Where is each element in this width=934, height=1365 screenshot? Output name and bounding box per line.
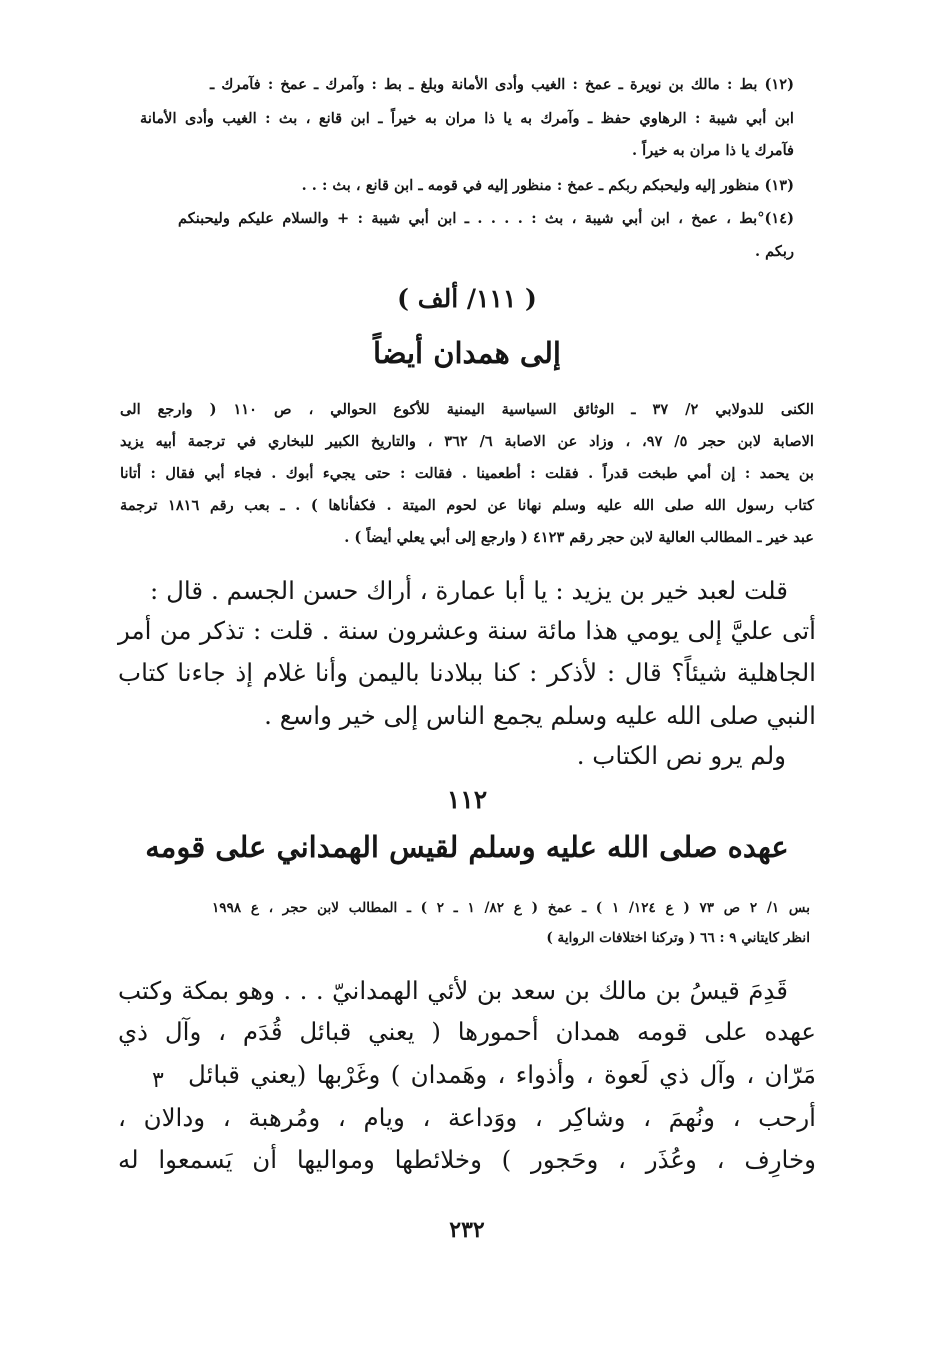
footnote-line: (١٢) بط : مالك بن نويرة ـ عمخ : الغيب وأدى الأمانة وبلغ ـ بط : وآمرك ـ عمخ : فآمرك ـ	[210, 76, 794, 93]
footnote-line: (١٣) منظور إليه وليحبكم ربكم ـ عمخ : منظور إليه في قومه ـ ابن قانع ، بث : . .	[301, 177, 794, 194]
source-line: انظر كايتاني ٩ : ٦٦ ( وتركنا اختلافات الرواية )	[546, 930, 810, 946]
footnote-line: (١٤)°بط ، عمخ ، ابن أبي شيبة ، بث : . . . . ـ ابن أبي شيبة : + والسلام عليكم وليحبنكم	[178, 210, 794, 227]
source-line: بن يحمد : إن أمي طبخت قدراً . فقلت : أطعمينا . فقالت : حتى يجيء أبوك . فجاء أبي فقال : أتانا	[120, 465, 814, 482]
body-line: الجاهلية شيئاً؟ قال : لأذكر : كنا ببلادنا باليمن وأنا غلام إذ جاءنا كتاب	[118, 658, 816, 687]
body-line: قَدِمَ قيسُ بن مالك بن سعد بن لأئي الهمدانيّ . . . وهو بمكة وكتب	[118, 976, 788, 1005]
document-number: ١١٢	[446, 785, 488, 814]
body-line: مَرّان ، وآل ذي لَعوة ، وأذواء ، وهَمدان ) وغَرْبها (يعني قبائل	[188, 1060, 816, 1089]
document-number: ( ١١١/ ألف )	[397, 284, 537, 313]
source-line: عبد خير ـ المطالب العالية لابن حجر رقم ٤١٢٣ ( وارجع إلى أبي يعلي أيضاً ) .	[344, 529, 814, 546]
source-line: الكنى للدولابي ٢/ ٣٧ ـ الوثائق السياسية اليمنية للأكوع الحوالي ، ص ١١٠ ( وارجع الى	[120, 401, 814, 418]
source-line: الاصابة لابن حجر ٥/ ٩٧، ، وزاد عن الاصابة ٦/ ٣٦٢ ، والتاريخ الكبير للبخاري في ترجمة أبيه يزيد	[120, 433, 814, 450]
body-line: أتى عليَّ إلى يومي هذا مائة سنة وعشرون سنة . قلت : تذكر من أمر	[118, 616, 816, 645]
document-title: إلى همدان أيضاً	[372, 336, 561, 370]
footnote-line: فآمرك يا ذا مران به خيراً .	[631, 142, 794, 159]
document-title: عهده صلى الله عليه وسلم لقيس الهمداني على قومه	[145, 830, 789, 864]
margin-line-number: ٣	[152, 1068, 164, 1093]
body-line: ولم يرو نص الكتاب .	[576, 741, 786, 770]
source-line: بس ١/ ٢ ص ٧٣ ( ع ١٢٤/ ١ ) ـ عمخ ( ع ٨٢/ ١ ـ ٢ ) ـ المطالب لابن حجر ، ع ١٩٩٨	[212, 900, 810, 916]
footnote-line: ابن أبي شيبة : الرهاوي حفظ ـ وآمرك به يا ذا مران به خيراً ـ ابن قانع ، بث : الغيب وأدى الأمانة	[140, 110, 794, 127]
footnote-line: ربكم .	[754, 243, 794, 260]
source-line: كتاب رسول الله صلى الله عليه وسلم نهانا عن لحوم الميتة . فكفأناها ) . ـ بعب رقم ١٨١٦ ترجمة	[120, 497, 814, 514]
body-line: وخارِف ، وعُذَر ، وحَجور ) وخلائطها ومواليها أن يَسمعوا له	[118, 1145, 816, 1174]
body-line: عهده على قومه همدان أحمورها ( يعني قبائل قُدَم ، وآل ذي	[118, 1017, 816, 1046]
page-number: ٢٣٢	[449, 1217, 485, 1243]
body-line: أرحب ، ونُهمَ ، وشاكِر ، ووَداعة ، ويام ، ومُرهبة ، ودالان ،	[118, 1103, 816, 1132]
body-line: النبي صلى الله عليه وسلم يجمع الناس إلى خير واسع .	[264, 701, 816, 730]
body-line: قلت لعبد خير بن يزيد : يا أبا عمارة ، أراك حسن الجسم . قال :	[150, 576, 788, 605]
